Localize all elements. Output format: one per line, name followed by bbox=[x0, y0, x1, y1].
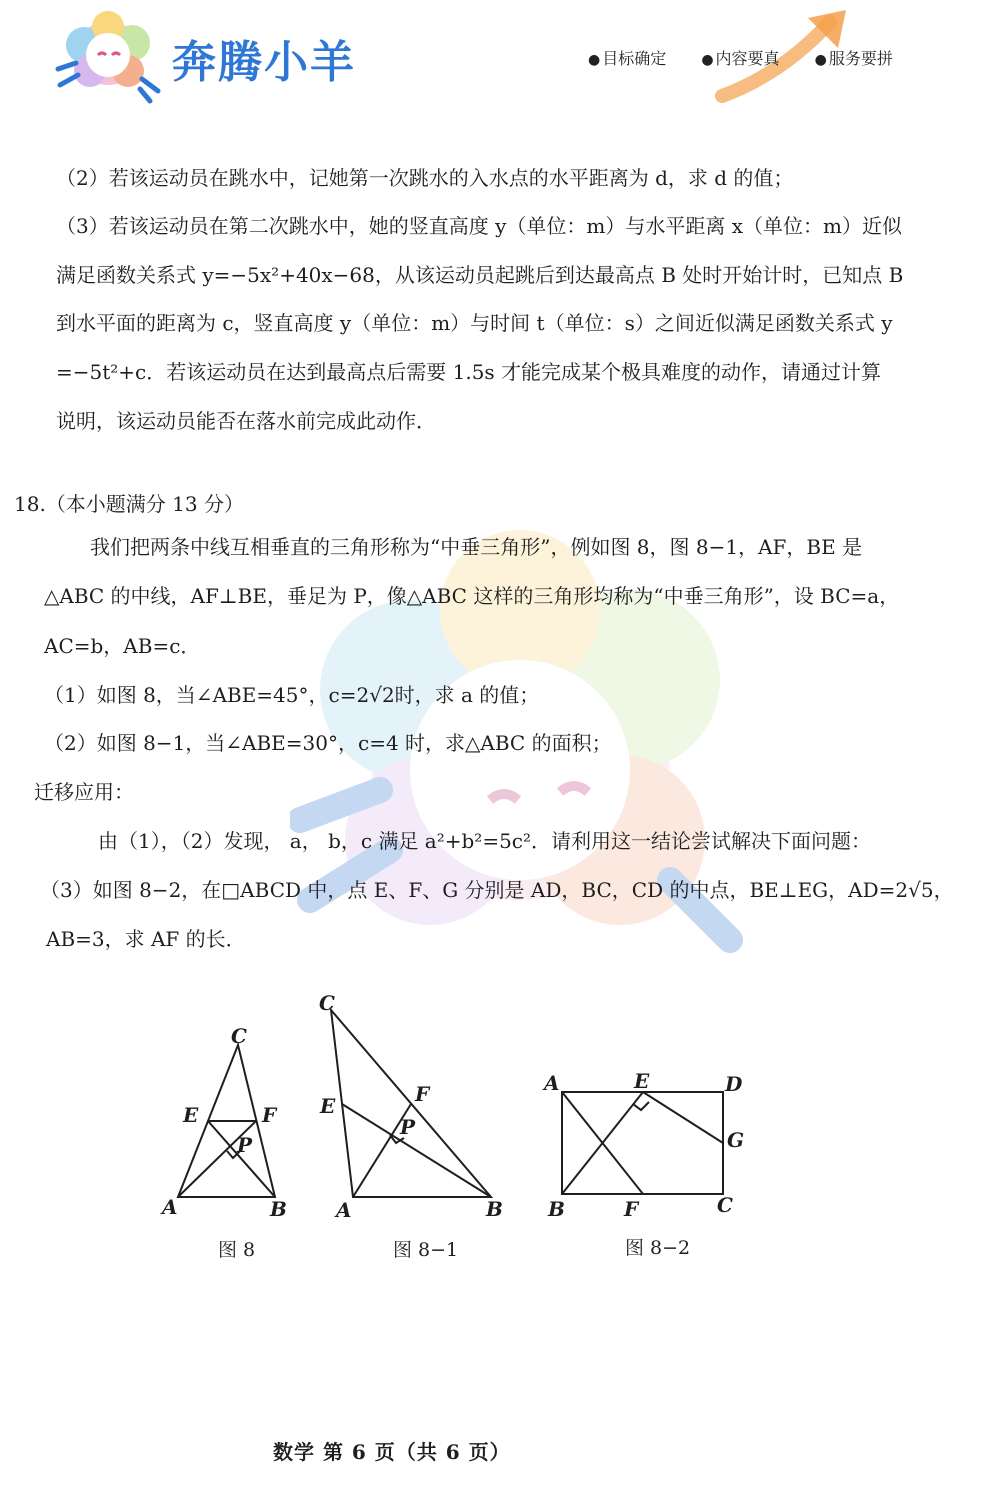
fig8-2-label-f: F bbox=[624, 1197, 639, 1221]
slogan-item: ● 目标确定 bbox=[588, 49, 666, 68]
problem18-intro-line: 我们把两条中线互相垂直的三角形称为“中垂三角形”，例如图 8，图 8−1，AF，BE 是 bbox=[90, 535, 863, 559]
fig8-2-label-d: D bbox=[725, 1072, 743, 1096]
fig8-label-p: P bbox=[237, 1133, 253, 1157]
fig8-label-e: E bbox=[183, 1103, 199, 1127]
fig8-1-caption: 图 8−1 bbox=[393, 1239, 459, 1261]
fig8-2-label-a: A bbox=[544, 1071, 560, 1095]
fig8-1-label-p: P bbox=[400, 1115, 416, 1139]
fig8-2-caption: 图 8−2 bbox=[625, 1237, 691, 1259]
fig8-label-b: B bbox=[270, 1197, 287, 1221]
discovery-text: 由（1），（2）发现， a， b，c 满足 a²+b²=5c²．请利用这一结论尝试解决下面问题： bbox=[98, 829, 872, 853]
migration-heading: 迁移应用： bbox=[34, 780, 134, 804]
fig8-1-label-f: F bbox=[415, 1082, 430, 1106]
fig8-label-c: C bbox=[231, 1024, 247, 1048]
fig8-label-a: A bbox=[162, 1195, 178, 1219]
figure-8-1 bbox=[331, 1010, 491, 1197]
fig8-2-label-c: C bbox=[717, 1193, 733, 1217]
fig8-caption: 图 8 bbox=[218, 1239, 256, 1261]
fig8-2-label-e: E bbox=[634, 1069, 650, 1093]
fig8-2-label-b: B bbox=[548, 1197, 565, 1221]
problem18-intro-line: AC=b，AB=c． bbox=[44, 634, 201, 658]
problem18-intro-line: △ABC 的中线，AF⊥BE，垂足为 P，像△ABC 这样的三角形均称为“中垂三角形”，设 BC=a， bbox=[44, 584, 900, 608]
page-header bbox=[0, 0, 993, 120]
figures bbox=[0, 980, 993, 1280]
brand-logo-icon bbox=[50, 5, 165, 105]
problem17-q2: （2）若该运动员在跳水中，记她第一次跳水的入水点的水平距离为 d，求 d 的值； bbox=[56, 166, 794, 190]
fig8-1-label-e: E bbox=[320, 1094, 336, 1118]
problem17-q3-line: =−5t²+c．若该运动员在达到最高点后需要 1.5s 才能完成某个极具难度的动作，请通过计算 bbox=[56, 360, 882, 384]
figure-8-2 bbox=[562, 1092, 723, 1194]
fig8-1-label-c: C bbox=[319, 991, 335, 1015]
slogan-item: ● 服务要拼 bbox=[815, 49, 893, 68]
problem18-q2: （2）如图 8−1，当∠ABE=30°，c=4 时，求△ABC 的面积； bbox=[44, 731, 612, 755]
slogans bbox=[588, 46, 923, 69]
fig8-label-f: F bbox=[262, 1103, 277, 1127]
page-footer: 数学 第 6 页（共 6 页） bbox=[273, 1440, 511, 1464]
fig8-1-label-b: B bbox=[486, 1197, 503, 1221]
problem17-q3-line: 到水平面的距离为 c，竖直高度 y（单位：m）与时间 t（单位：s）之间近似满足函数关系式 y bbox=[56, 311, 893, 335]
fig8-1-label-a: A bbox=[336, 1198, 352, 1222]
fig8-2-label-g: G bbox=[727, 1128, 745, 1152]
problem17-q3-line: 说明，该运动员能否在落水前完成此动作． bbox=[56, 409, 436, 433]
problem18-heading: 18.（本小题满分 13 分） bbox=[14, 492, 244, 516]
problem17-q3-line: （3）若该运动员在第二次跳水中，她的竖直高度 y（单位：m）与水平距离 x（单位：m）近似 bbox=[56, 214, 902, 238]
problem18-q3-line: AB=3，求 AF 的长． bbox=[46, 927, 246, 951]
problem18-q1: （1）如图 8，当∠ABE=45°，c=2√2时，求 a 的值； bbox=[44, 683, 540, 707]
problem18-q3-line: （3）如图 8−2，在□ABCD 中，点 E、F、G 分别是 AD，BC，CD 的中点，BE⊥EG，AD=2√5， bbox=[40, 878, 954, 902]
problem17-q3-line: 满足函数关系式 y=−5x²+40x−68，从该运动员起跳后到达最高点 B 处时开始计时，已知点 B bbox=[56, 263, 904, 287]
slogan-item: ● 内容要真 bbox=[701, 49, 779, 68]
brand-name: 奔腾小羊 bbox=[172, 37, 356, 88]
